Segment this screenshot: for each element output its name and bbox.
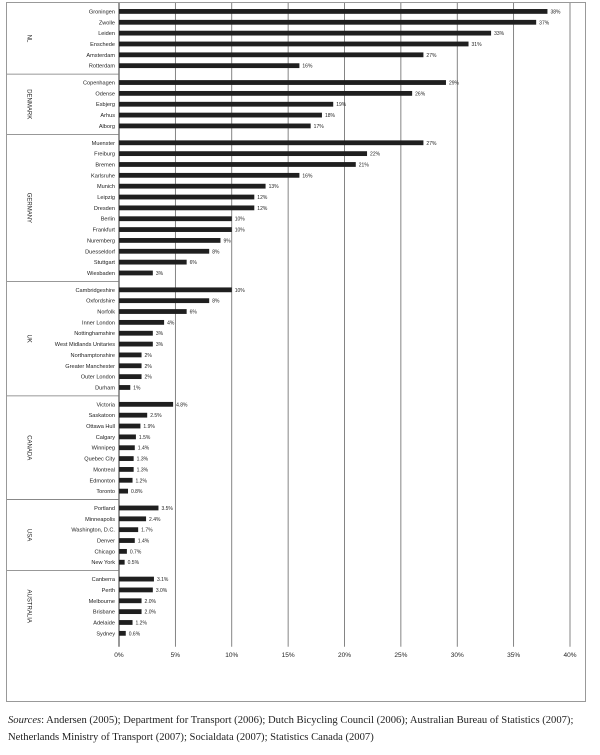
- category-label: Chicago: [94, 549, 115, 556]
- group-label: CANADA: [25, 435, 32, 461]
- category-label: Berlin: [100, 216, 115, 223]
- data-label: 3.0%: [155, 587, 168, 594]
- category-label: Edmonton: [89, 478, 115, 485]
- data-label: 2%: [144, 363, 152, 370]
- data-label: 3.5%: [161, 505, 173, 512]
- data-label: 1.4%: [137, 538, 150, 545]
- category-label: Toronto: [96, 489, 115, 496]
- data-label: 1.3%: [136, 467, 149, 474]
- category-label: Wiesbaden: [87, 270, 115, 277]
- category-label: Cambridgeshire: [75, 287, 115, 294]
- bar: [119, 91, 412, 96]
- category-label: Stuttgart: [93, 260, 115, 267]
- bar: [119, 385, 130, 390]
- sources-text: : Andersen (2005); Department for Transport (2006); Dutch Bicycling Council (2006); Australian Bureau of Statistics (2007); Netherlands Ministry of Transport (2007); Socialdata (2007); Statistics Canada (2007): [8, 715, 574, 743]
- data-label: 1.3%: [136, 456, 149, 463]
- bar: [119, 445, 135, 450]
- bar: [119, 478, 133, 483]
- bar: [119, 42, 469, 47]
- data-label: 3.1%: [156, 577, 169, 584]
- data-label: 1.7%: [141, 527, 153, 534]
- bar-chart: [7, 3, 585, 701]
- category-label: Nottinghamshire: [74, 331, 115, 338]
- category-label: Victoria: [96, 402, 115, 409]
- category-label: Saskatoon: [88, 413, 115, 420]
- data-label: 4%: [167, 320, 175, 327]
- bar: [119, 320, 164, 325]
- data-label: 10%: [234, 216, 245, 223]
- group-label: AUSTRALIA: [25, 589, 32, 623]
- bar: [119, 80, 446, 85]
- category-label: Greater Manchester: [65, 363, 115, 370]
- x-tick-label: 10%: [225, 651, 239, 659]
- data-label: 12%: [257, 205, 268, 212]
- data-label: 2.0%: [144, 609, 156, 616]
- category-label: Amsterdam: [86, 52, 115, 59]
- bar: [119, 598, 142, 603]
- data-label: 1.2%: [135, 620, 147, 627]
- data-label: 19%: [336, 102, 347, 109]
- bar: [119, 173, 299, 178]
- category-label: Enschede: [90, 41, 115, 48]
- data-label: 2.5%: [150, 413, 162, 420]
- data-label: 16%: [302, 63, 313, 70]
- bar: [119, 609, 142, 614]
- data-label: 29%: [448, 80, 459, 87]
- bar: [119, 52, 423, 57]
- bar: [119, 151, 367, 156]
- category-label: Washington, D.C.: [71, 527, 115, 534]
- data-label: 13%: [268, 184, 279, 191]
- bar: [119, 195, 254, 200]
- category-label: Montreal: [93, 467, 115, 474]
- x-tick-label: 40%: [563, 651, 577, 659]
- category-label: Munich: [96, 184, 115, 191]
- category-label: Bremen: [95, 162, 115, 169]
- data-label: 1.9%: [143, 424, 155, 431]
- bar: [119, 374, 142, 379]
- data-label: 31%: [471, 41, 482, 48]
- bar: [119, 205, 254, 210]
- category-label: Esbjerg: [96, 102, 115, 109]
- sources-label: Sources: [8, 715, 42, 726]
- bar: [119, 434, 136, 439]
- bar: [119, 102, 333, 107]
- bar: [119, 527, 138, 532]
- bar: [119, 184, 266, 189]
- category-label: Arhus: [100, 113, 115, 120]
- data-label: 18%: [324, 113, 335, 120]
- bar: [119, 9, 547, 14]
- category-label: Perth: [101, 587, 115, 594]
- category-label: Durham: [95, 385, 115, 392]
- category-label: Adelaide: [93, 620, 115, 627]
- category-label: Odense: [95, 91, 115, 98]
- bar: [119, 31, 491, 36]
- category-label: Leipzig: [97, 195, 115, 202]
- bar: [119, 413, 147, 418]
- bar: [119, 20, 536, 25]
- bar: [119, 506, 158, 511]
- data-label: 17%: [313, 123, 324, 130]
- category-label: Sydney: [96, 631, 115, 638]
- group-label: GERMANY: [25, 192, 32, 224]
- bar: [119, 342, 153, 347]
- data-label: 0.6%: [128, 631, 141, 638]
- data-label: 38%: [550, 9, 561, 16]
- category-label: Winnipeg: [91, 445, 115, 452]
- category-label: Frankfurt: [92, 227, 115, 234]
- category-label: Inner London: [82, 320, 115, 327]
- bar: [119, 140, 423, 145]
- data-label: 10%: [234, 287, 245, 294]
- data-label: 27%: [426, 52, 437, 59]
- data-label: 3%: [155, 270, 164, 277]
- x-tick-label: 20%: [337, 651, 352, 659]
- data-label: 0.5%: [127, 560, 140, 567]
- bar: [119, 516, 146, 521]
- category-label: New York: [91, 560, 115, 567]
- bar: [119, 249, 209, 254]
- bar: [119, 260, 187, 265]
- bar: [119, 363, 142, 368]
- category-label: Leiden: [98, 31, 115, 38]
- data-label: 2%: [144, 374, 152, 381]
- data-label: 6%: [189, 309, 197, 316]
- data-label: 8%: [212, 249, 220, 256]
- x-tick-label: 35%: [507, 651, 521, 659]
- data-label: 37%: [539, 20, 550, 27]
- data-label: 26%: [415, 91, 426, 98]
- bar: [119, 113, 322, 118]
- bar: [119, 63, 299, 68]
- bar: [119, 588, 153, 593]
- data-label: 16%: [302, 173, 313, 180]
- category-label: Dresden: [93, 205, 115, 212]
- category-label: Portland: [94, 505, 115, 512]
- category-label: Melbourne: [88, 598, 115, 605]
- bar: [119, 549, 127, 554]
- category-label: Nuremberg: [87, 238, 115, 245]
- data-label: 6%: [189, 260, 197, 267]
- data-label: 21%: [358, 162, 369, 169]
- category-label: Alborg: [98, 123, 115, 130]
- category-label: Muenster: [91, 140, 115, 147]
- category-label: Outer London: [80, 374, 115, 381]
- data-label: 4.8%: [176, 402, 188, 409]
- data-label: 10%: [234, 227, 245, 234]
- x-tick-label: 15%: [281, 651, 295, 659]
- category-label: Duesseldorf: [85, 249, 115, 256]
- chart-frame: [6, 2, 586, 702]
- category-label: Quebec City: [84, 456, 115, 463]
- bar: [119, 456, 134, 461]
- group-label: NL: [25, 34, 32, 43]
- x-tick-label: 30%: [450, 651, 464, 659]
- bar: [119, 271, 153, 276]
- data-label: 2.0%: [144, 598, 156, 605]
- bar: [119, 162, 356, 167]
- data-label: 1.5%: [138, 434, 151, 441]
- sources-note: [8, 712, 594, 746]
- category-label: Minneapolis: [85, 516, 115, 523]
- bar: [119, 238, 220, 243]
- bar: [119, 309, 187, 314]
- bar: [119, 227, 232, 232]
- bar: [119, 331, 153, 336]
- category-label: Denver: [96, 538, 115, 545]
- data-label: 1%: [133, 385, 141, 392]
- category-label: Karlsruhe: [91, 173, 115, 180]
- group-label: USA: [25, 528, 32, 542]
- category-label: Freiburg: [94, 151, 115, 158]
- category-label: Northamptonshire: [70, 352, 115, 359]
- bar: [119, 489, 128, 494]
- data-label: 8%: [212, 298, 220, 305]
- data-label: 1.4%: [137, 445, 150, 452]
- bar: [119, 124, 311, 129]
- bar: [119, 402, 173, 407]
- bar: [119, 538, 135, 543]
- group-label: DENMARK: [25, 89, 32, 120]
- data-label: 3%: [155, 342, 164, 349]
- bar: [119, 424, 140, 429]
- data-label: 3%: [155, 331, 164, 338]
- category-label: Calgary: [95, 434, 115, 441]
- category-label: Rotterdam: [88, 63, 115, 70]
- bar: [119, 216, 232, 221]
- bar: [119, 620, 133, 625]
- category-label: Zwolle: [98, 20, 115, 27]
- data-label: 12%: [257, 195, 268, 202]
- category-label: Norfolk: [97, 309, 115, 316]
- category-label: Ottawa Hull: [86, 424, 115, 431]
- category-label: Canberra: [91, 577, 115, 584]
- category-label: Oxfordshire: [86, 298, 115, 305]
- category-label: Brisbane: [92, 609, 115, 616]
- x-tick-label: 5%: [170, 651, 181, 659]
- bar: [119, 287, 232, 292]
- bar: [119, 467, 134, 472]
- data-label: 9%: [223, 238, 231, 245]
- category-label: West Midlands Unitaries: [54, 342, 115, 349]
- data-label: 0.8%: [131, 489, 143, 496]
- bar: [119, 577, 154, 582]
- data-label: 22%: [370, 151, 381, 158]
- data-label: 27%: [426, 140, 437, 147]
- data-label: 1.2%: [135, 478, 147, 485]
- data-label: 0.7%: [129, 549, 142, 556]
- data-label: 2%: [144, 352, 152, 359]
- bar: [119, 631, 126, 636]
- x-tick-label: 0%: [114, 651, 124, 659]
- bar: [119, 298, 209, 303]
- category-label: Copenhagen: [82, 80, 115, 87]
- category-label: Groningen: [88, 9, 115, 16]
- bar: [119, 353, 142, 358]
- data-label: 2.4%: [149, 516, 161, 523]
- bar: [119, 560, 125, 565]
- x-tick-label: 25%: [394, 651, 408, 659]
- group-label: UK: [25, 334, 32, 343]
- data-label: 33%: [494, 31, 505, 38]
